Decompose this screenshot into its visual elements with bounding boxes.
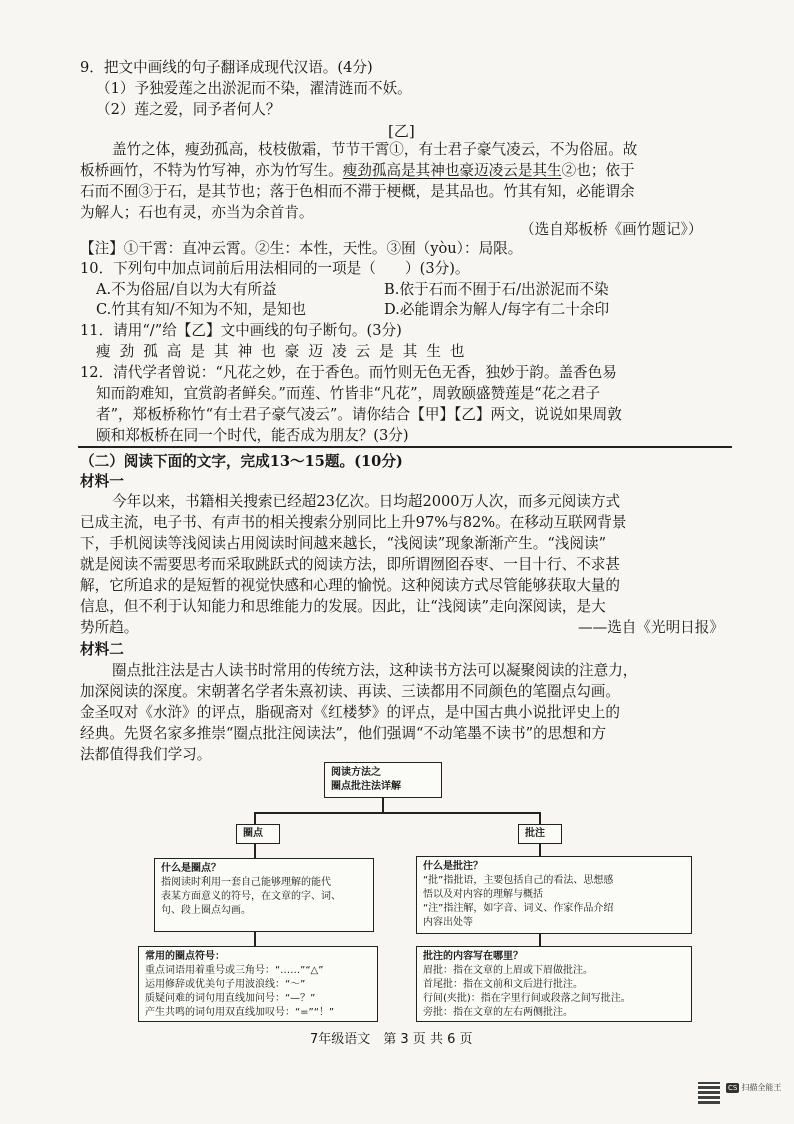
material-1-source: ——选自《光明日报》 [578, 619, 724, 636]
diagram-left-head [236, 824, 280, 844]
connector-right-to-def [539, 844, 541, 856]
diagram-root-line-2: 圈点批注法详解 [331, 781, 401, 792]
q9-stem: 9．把文中画线的句子翻译成现代汉语。(4分) [80, 59, 373, 76]
passage-yi-line-2-a: 板桥画竹，不特为竹写神，亦为竹写生。 [80, 162, 343, 179]
right-def-line-4: 内容出处等 [423, 917, 473, 928]
q12-line-3: 者”，郑板桥称竹“有士君子豪气凌云”。请你结合【甲】【乙】两文，说说如果周敦 [96, 406, 622, 423]
diagram-left-symbols [138, 946, 378, 1022]
material-2-line-1: 圈点批注法是古人读书时常用的传统方法，这种读书方法可以凝聚阅读的注意力， [112, 662, 638, 679]
right-def-line-2: 悟以及对内容的理解与概括 [423, 889, 543, 900]
passage-yi-label: [乙] [388, 122, 415, 140]
passage-yi-line-3: 石而不囿③于石，是其节也；落于色相而不滞于梗概，是其品也。竹其有知，必能谓余 [80, 183, 635, 200]
diagram-left-head-label: 圈点 [243, 828, 263, 839]
q11-sentence: 瘦劲孤高是其神也豪迈凌云是其生也 [96, 343, 474, 360]
left-sym-line-1: 重点词语用着重号或三角号：“……”“△” [145, 965, 324, 976]
passage-yi-line-2 [80, 161, 635, 181]
material-2-title: 材料二 [80, 641, 124, 658]
q12-line-1: 12．清代学者曾说：“凡花之妙，在于香色。而竹则无色无香，独妙于韵。盖香色易 [80, 364, 617, 381]
diagram-right-definition [416, 856, 692, 934]
material-1-line-5: 解，它所追求的是短暂的视觉快感和心理的愉悦。这种阅读方式尽管能够获取大量的 [80, 577, 620, 594]
q12-line-2: 知而韵难知，宜赏韵者鲜矣。”而莲、竹皆非“凡花”，周敦颐盛赞莲是“花之君子 [96, 385, 601, 402]
connector-left-to-def [254, 844, 256, 858]
right-def-line-1: “批”指批语，主要包括自己的看法、思想感 [423, 875, 614, 886]
right-pos-line-4: 旁批：指在文章的左右两侧批注。 [423, 1007, 573, 1018]
section-divider [78, 446, 732, 448]
material-1-line-4: 就是阅读不需要思考而采取跳跃式的阅读方法，即所谓囫囵吞枣、一目十行、不求甚 [80, 556, 620, 573]
passage-yi-line-2-b: ②也；依于 [561, 162, 635, 179]
connector-left-to-symbols [254, 932, 256, 946]
scanner-text: 扫描全能王 [741, 1083, 782, 1092]
material-1-line-7: 势所趋。 [80, 619, 139, 636]
section-2-heading: （二）阅读下面的文字，完成13～15题。(10分) [80, 453, 403, 470]
left-def-line-2: 表某方面意义的符号，在文章的字、词、 [161, 891, 341, 902]
right-def-line-3: “注”指注解，如字音、词义、作家作品介绍 [423, 903, 614, 914]
right-pos-line-1: 眉批：指在文章的上眉或下眉做批注。 [423, 965, 593, 976]
material-1-line-1: 今年以来，书籍相关搜索已经超23亿次。日均超2000万人次，而多元阅读方式 [112, 493, 621, 510]
material-2-line-2: 加深阅读的深度。宋朝著名学者朱熹初读、再读、三读都用不同颜色的笔圈点勾画。 [80, 683, 620, 700]
q9-sentence-1: （1）予独爱莲之出淤泥而不染，濯清涟而不妖。 [96, 80, 412, 97]
scanner-badge [726, 1083, 781, 1093]
q10-option-a: A.不为俗屈/自以为大有所益 [96, 281, 277, 298]
q10-option-c: C.竹其有知/不知为不知，是知也 [96, 301, 306, 318]
diagram-left-definition [154, 858, 374, 932]
q11-stem: 11．请用“/”给【乙】文中画线的句子断句。(3分) [80, 322, 402, 339]
q10-option-b: B.依于石而不囿于石/出淤泥而不染 [384, 281, 609, 298]
left-sym-line-3: 质疑问难的词句用直线加问号：“—？” [145, 993, 316, 1004]
qr-code-icon [698, 1082, 720, 1104]
diagram-right-head [518, 824, 562, 844]
passage-yi-note: 【注】①干霄：直冲云霄。②生：本性，天性。③囿（yòu）：局限。 [80, 240, 523, 257]
diagram-root-box [324, 762, 442, 798]
material-1-line-6: 信息，但不利于认知能力和思维能力的发展。因此，让“浅阅读”走向深阅读，是大 [80, 598, 606, 615]
diagram-root-line-1: 阅读方法之 [331, 767, 381, 778]
scanner-logo: CS [728, 1084, 738, 1092]
q9-sentence-2: （2）莲之爱，同予者何人？ [96, 101, 281, 118]
underlined-sentence: 瘦劲孤高是其神也豪迈凌云是其生 [342, 162, 562, 179]
material-1-line-2: 已成主流，电子书、有声书的相关搜索分别同比上升97%与82%。在移动互联网背景 [80, 514, 627, 531]
left-sym-title: 常用的圈点符号： [145, 951, 225, 962]
left-def-line-1: 指阅读时利用一套自己能够理解的能代 [161, 877, 331, 888]
connector-root-down [382, 798, 384, 812]
material-1-title: 材料一 [80, 473, 124, 490]
q10-stem: 10．下列句中加点词前后用法相同的一项是（ ）(3分)。 [80, 260, 470, 277]
connector-horizontal [254, 812, 540, 814]
right-pos-title: 批注的内容写在哪里？ [423, 951, 523, 962]
q10-option-d: D.必能谓余为解人/每字有二十余印 [384, 301, 610, 318]
material-2-line-3: 金圣叹对《水浒》的评点，脂砚斋对《红楼梦》的评点，是中国古典小说批评史上的 [80, 704, 620, 721]
connector-right-to-positions [539, 934, 541, 946]
right-def-title: 什么是批注？ [423, 861, 483, 872]
left-def-title: 什么是圈点？ [161, 863, 221, 874]
passage-yi-source: （选自郑板桥《画竹题记》） [520, 221, 703, 238]
diagram-right-head-label: 批注 [525, 828, 545, 839]
left-def-line-3: 句、段上圈点勾画。 [161, 905, 251, 916]
left-sym-line-4: 产生共鸣的词句用双直线加叹号：“=”“！” [145, 1007, 335, 1018]
passage-yi-line-4: 为解人；石也有灵，亦当为余首肯。 [80, 204, 314, 221]
material-1-line-3: 下，手机阅读等浅阅读占用阅读时间越来越长，“浅阅读”现象渐渐产生。“浅阅读” [80, 535, 607, 552]
right-pos-line-3: 行间(夹批)：指在字里行间或段落之间写批注。 [423, 993, 631, 1004]
right-pos-line-2: 首尾批：指在文前和文后进行批注。 [423, 979, 583, 990]
passage-yi-line-1: 盖竹之体，瘦劲孤高，枝枝傲霜，节节干霄①，有士君子豪气凌云，不为俗屈。故 [112, 141, 638, 158]
page-footer: 7年级语文 第 3 页 共 6 页 [310, 1032, 473, 1047]
material-2-line-5: 法都值得我们学习。 [80, 746, 212, 763]
connector-right-down [539, 812, 541, 824]
q12-line-4: 颐和郑板桥在同一个时代，能否成为朋友？(3分) [96, 427, 409, 444]
left-sym-line-2: 运用修辞或优美句子用波浪线：“～” [145, 979, 306, 990]
connector-left-down [254, 812, 256, 824]
material-2-line-4: 经典。先贤名家多推崇“圈点批注阅读法”，他们强调“不动笔墨不读书”的思想和方 [80, 725, 607, 742]
diagram-right-positions [416, 946, 692, 1022]
